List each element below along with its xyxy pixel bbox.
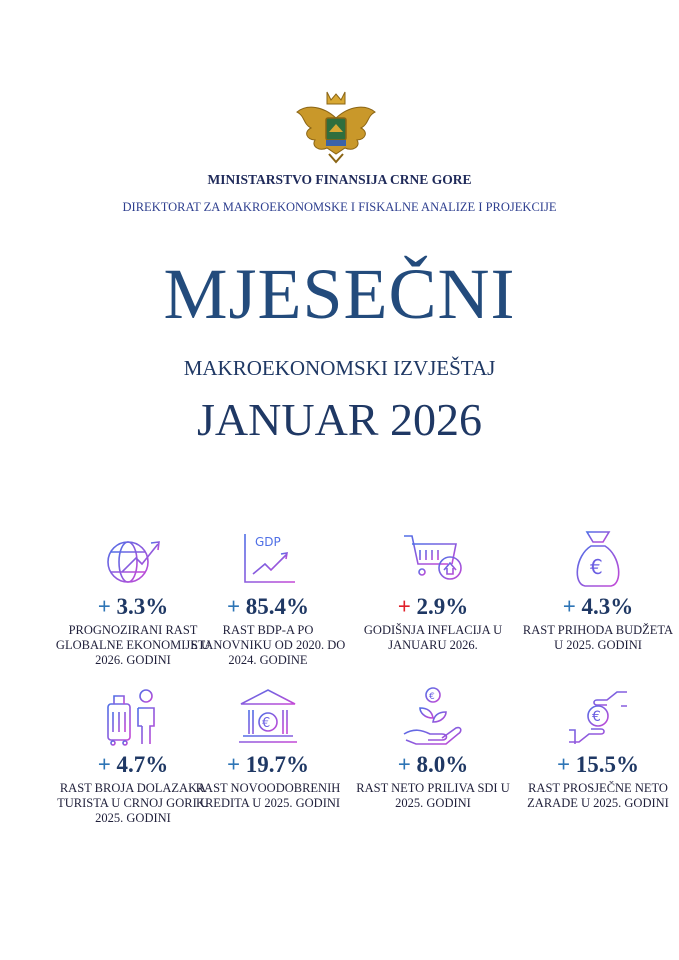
plus-sign: + xyxy=(97,752,111,777)
stat-description: PROGNOZIRANI RAST GLOBALNE EKONOMIJE U 2026. GODINI xyxy=(55,623,211,667)
report-title: MJESEČNI xyxy=(163,254,516,334)
bank-building-icon xyxy=(237,686,299,748)
tourist-luggage-icon xyxy=(102,686,164,748)
svg-text:€: € xyxy=(429,692,435,702)
stat-value: + 4.3% xyxy=(562,594,634,619)
plus-sign: + xyxy=(226,594,241,619)
stat-value: + 19.7% xyxy=(226,752,310,777)
plus-sign: + xyxy=(226,752,241,777)
stat-card xyxy=(348,686,518,811)
stat-description: RAST BROJA DOLAZAKA TURISTA U CRNOJ GORI U 2025. GODINI xyxy=(57,781,209,825)
plus-sign: + xyxy=(397,594,411,619)
stat-value: + 8.0% xyxy=(397,752,469,777)
euro-money-bag-icon xyxy=(567,528,629,590)
globe-growth-icon xyxy=(102,528,164,590)
stat-description: RAST PROSJEČNE NETO ZARADE U 2025. GODINI xyxy=(527,781,669,810)
plus-sign: + xyxy=(397,752,411,777)
report-period: JANUAR 2026 xyxy=(197,394,482,445)
svg-text:€: € xyxy=(262,716,271,731)
stat-value: + 2.9% xyxy=(397,594,469,619)
stat-card xyxy=(183,528,353,668)
shopping-basket-icon xyxy=(402,528,464,590)
stat-value: + 4.7% xyxy=(97,752,169,777)
svg-text:€: € xyxy=(592,709,601,725)
stat-card xyxy=(513,528,679,653)
plus-sign: + xyxy=(97,594,111,619)
directorate-name: DIREKTORAT ZA MAKROEKONOMSKE I FISKALNE ANALIZE I PROJEKCIJE xyxy=(122,200,557,214)
coat-of-arms-icon xyxy=(293,88,379,168)
ministry-name: MINISTARSTVO FINANSIJA CRNE GORE xyxy=(207,172,472,187)
plus-sign: + xyxy=(562,594,576,619)
stat-card xyxy=(183,686,353,811)
stat-value: + 15.5% xyxy=(556,752,640,777)
stat-description: GODIŠNJA INFLACIJA U JANUARU 2026. xyxy=(363,623,503,652)
plus-sign: + xyxy=(556,752,571,777)
stat-description: RAST NETO PRILIVA SDI U 2025. GODINI xyxy=(356,781,510,810)
svg-text:GDP: GDP xyxy=(255,535,281,549)
stat-description: RAST BDP-A PO STANOVNIKU OD 2020. DO 2024. GODINE xyxy=(190,623,346,667)
stat-value: + 85.4% xyxy=(226,594,310,619)
svg-text:€: € xyxy=(590,555,603,579)
stat-description: RAST PRIHODA BUDŽETA U 2025. GODINI xyxy=(522,623,674,652)
report-subtitle: MAKROEKONOMSKI IZVJEŠTAJ xyxy=(183,356,496,380)
hand-euro-coin-icon xyxy=(567,686,629,748)
stat-description: RAST NOVOODOBRENIH KREDITA U 2025. GODINI xyxy=(195,781,341,810)
stat-card xyxy=(513,686,679,811)
plant-investment-icon xyxy=(402,686,464,748)
gdp-chart-icon xyxy=(237,528,299,590)
stat-value: + 3.3% xyxy=(97,594,169,619)
stat-card xyxy=(348,528,518,653)
